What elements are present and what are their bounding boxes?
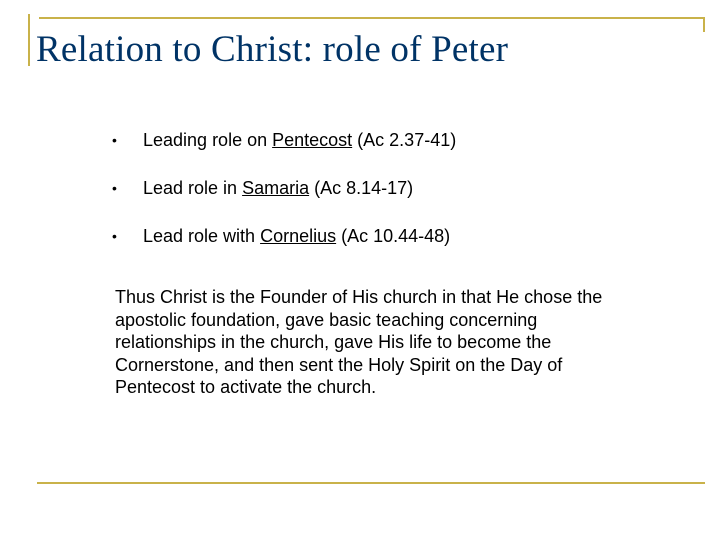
slide-title: Relation to Christ: role of Peter bbox=[36, 29, 509, 70]
top-accent-rule bbox=[39, 17, 705, 19]
bullet-item-cornelius bbox=[112, 224, 456, 248]
bullet-text-prefix: Lead role with bbox=[143, 226, 261, 246]
bullet-item-pentecost bbox=[112, 128, 456, 152]
left-accent-rule bbox=[28, 14, 30, 66]
pentecost-link[interactable]: Pentecost bbox=[272, 130, 353, 150]
bullet-text-reference: (Ac 2.37-41) bbox=[352, 130, 457, 150]
bullet-icon: • bbox=[112, 132, 117, 148]
bullet-text-reference: (Ac 10.44-48) bbox=[336, 226, 451, 246]
cornelius-link[interactable]: Cornelius bbox=[260, 226, 337, 246]
bullet-text-reference: (Ac 8.14-17) bbox=[309, 178, 414, 198]
bottom-accent-rule bbox=[37, 482, 705, 484]
bullet-item-samaria bbox=[112, 176, 456, 200]
right-accent-tick bbox=[703, 17, 705, 32]
summary-paragraph: Thus Christ is the Founder of His church in that He chose the apostolic foundation, gave basic teaching concerning relationships in the church, gave His life to become the Cornerstone, and then sent the Holy Spirit on the Day of Pentecost to activate the church. bbox=[115, 287, 603, 397]
bullet-icon: • bbox=[112, 228, 117, 244]
bullet-text-prefix: Leading role on bbox=[143, 130, 273, 150]
bullet-icon: • bbox=[112, 180, 117, 196]
samaria-link[interactable]: Samaria bbox=[242, 178, 310, 198]
bullet-text-prefix: Lead role in bbox=[143, 178, 243, 198]
bullet-list bbox=[112, 128, 456, 272]
